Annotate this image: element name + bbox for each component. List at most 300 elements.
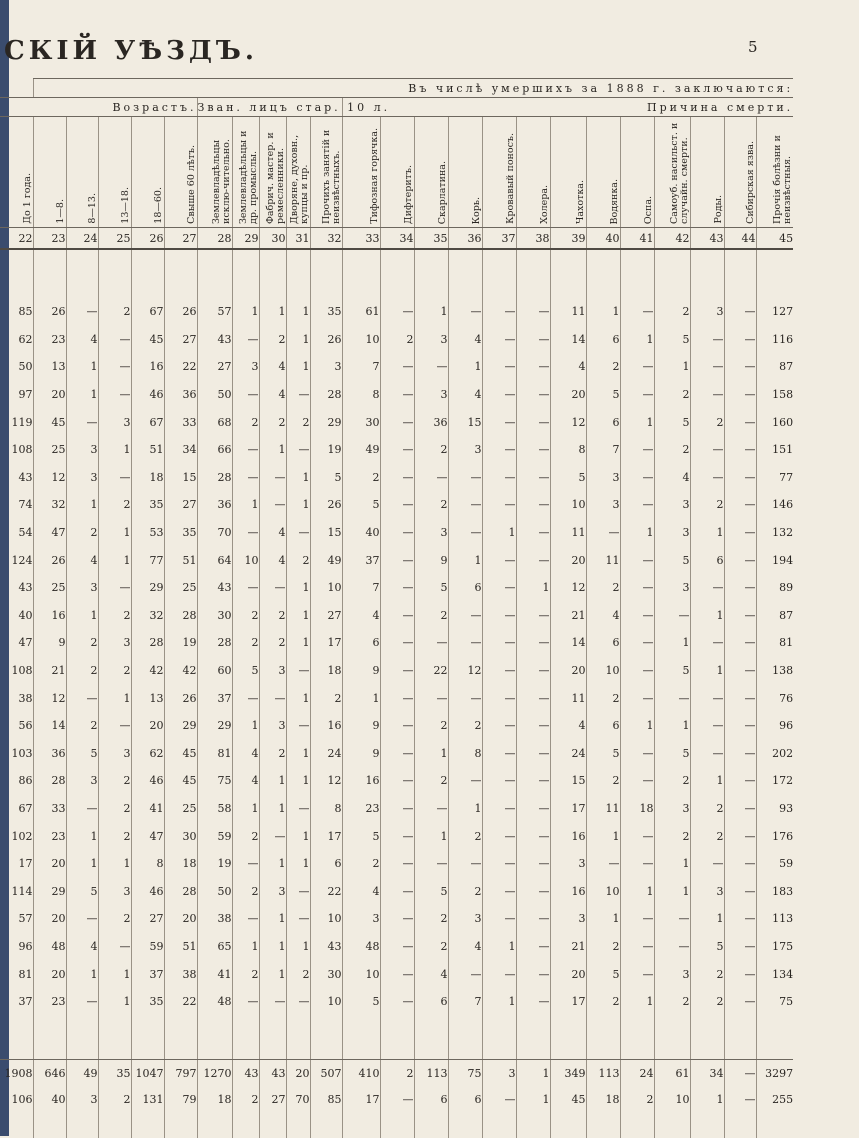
column-number: 44 (724, 228, 756, 250)
table-cell: 5 (586, 960, 620, 988)
table-cell: — (414, 684, 448, 712)
table-cell: — (690, 712, 724, 740)
table-cell: — (724, 491, 756, 519)
table-row (0, 436, 793, 464)
table-cell: 81 (18, 967, 33, 981)
table-cell: 2 (414, 767, 448, 795)
table-cell: 6 (310, 850, 342, 878)
table-cell: — (380, 795, 414, 823)
table-cell: 45 (164, 740, 197, 768)
column-header-label: 13—18. (119, 187, 131, 224)
table-cell: 1270 (197, 1060, 232, 1087)
table-cell: 1 (654, 712, 690, 740)
column-number: 35 (414, 228, 448, 250)
table-row (0, 684, 793, 712)
table-cell: 2 (98, 795, 131, 823)
table-row (0, 960, 793, 988)
table-cell: — (259, 491, 286, 519)
table-cell: 28 (310, 381, 342, 409)
table-cell: 255 (756, 1086, 793, 1112)
table-cell: — (724, 740, 756, 768)
table-cell: 22 (164, 988, 197, 1016)
table-cell: 81 (756, 629, 793, 657)
table-cell: — (690, 326, 724, 354)
table-cell: 79 (164, 1086, 197, 1112)
table-cell: — (724, 464, 756, 492)
table-cell: 18 (197, 1086, 232, 1112)
table-cell: — (380, 905, 414, 933)
table-cell: — (724, 298, 756, 326)
table-cell: 5 (690, 933, 724, 961)
column-header-label: 18—60. (152, 187, 164, 224)
table-cell: — (620, 546, 654, 574)
table-cell: 21 (550, 602, 586, 630)
table-cell: — (724, 905, 756, 933)
table-cell: — (690, 850, 724, 878)
table-cell: — (448, 298, 482, 326)
table-cell: 6 (448, 1086, 482, 1112)
table-cell: — (516, 408, 550, 436)
table-cell: 3 (66, 464, 98, 492)
table-cell: 4 (259, 546, 286, 574)
table-cell: 646 (33, 1060, 66, 1087)
table-cell: 3 (98, 408, 131, 436)
table-cell: 22 (310, 877, 342, 905)
column-header-label: Чахотка. (574, 180, 586, 224)
table-cell: 1 (620, 877, 654, 905)
table-cell: 6 (690, 546, 724, 574)
spacer-cell (620, 249, 654, 298)
table-cell: 8 (448, 740, 482, 768)
table-cell: 2 (259, 740, 286, 768)
table-cell: 9 (33, 629, 66, 657)
table-cell: 4 (586, 602, 620, 630)
table-cell: — (620, 436, 654, 464)
column-number: 23 (33, 228, 66, 250)
column-header (654, 117, 690, 228)
table-cell: 2 (448, 877, 482, 905)
table-cell: 35 (131, 988, 164, 1016)
table-cell: 2 (654, 988, 690, 1016)
table-cell: 349 (550, 1060, 586, 1087)
table-cell: 2 (690, 795, 724, 823)
table-cell: 87 (756, 353, 793, 381)
table-cell: 1 (586, 298, 620, 326)
table-cell: 23 (33, 988, 66, 1016)
table-cell: — (286, 988, 310, 1016)
table-cell: — (259, 988, 286, 1016)
table-cell: 86 (18, 774, 33, 788)
table-cell: 1 (98, 684, 131, 712)
table-cell: — (98, 712, 131, 740)
table-cell: — (516, 298, 550, 326)
table-cell: — (620, 960, 654, 988)
table-cell: 50 (197, 877, 232, 905)
table-cell: 2 (98, 657, 131, 685)
header-cause-group: Причина смерти. (342, 98, 793, 117)
table-cell: 2 (232, 602, 259, 630)
table-cell: 4 (66, 546, 98, 574)
table-cell: 1 (286, 298, 310, 326)
column-number: 40 (586, 228, 620, 250)
table-row (0, 298, 793, 326)
column-header (66, 117, 98, 228)
table-cell: 16 (310, 712, 342, 740)
table-cell: — (98, 326, 131, 354)
table-cell: 3 (66, 574, 98, 602)
table-cell: — (482, 298, 516, 326)
spacer-cell (197, 249, 232, 298)
table-cell: 29 (164, 712, 197, 740)
table-cell: 3 (310, 353, 342, 381)
column-number: 26 (131, 228, 164, 250)
column-header-label: Дифтеритъ. (402, 164, 414, 224)
table-cell: 23 (342, 795, 380, 823)
table-cell: 1 (620, 988, 654, 1016)
table-cell: — (232, 464, 259, 492)
table-cell: 16 (550, 877, 586, 905)
table-cell: 6 (342, 629, 380, 657)
table-cell: 97 (18, 388, 33, 402)
table-cell: 1 (586, 905, 620, 933)
table-cell: — (620, 657, 654, 685)
table-cell: 21 (33, 657, 66, 685)
table-cell: 2 (286, 408, 310, 436)
table-cell: 1 (286, 574, 310, 602)
table-cell: 1 (232, 491, 259, 519)
table-cell: — (380, 740, 414, 768)
table-row (0, 602, 793, 630)
table-cell: 61 (342, 298, 380, 326)
table-cell: — (482, 684, 516, 712)
table-cell: — (380, 491, 414, 519)
table-cell: — (380, 298, 414, 326)
table-cell: 36 (164, 381, 197, 409)
table-cell: 12 (33, 684, 66, 712)
table-cell: 49 (66, 1060, 98, 1087)
table-cell: — (232, 381, 259, 409)
table-cell: 3 (690, 298, 724, 326)
table-cell: 2 (448, 712, 482, 740)
table-cell: 51 (164, 933, 197, 961)
table-cell: 43 (232, 1060, 259, 1087)
table-cell: — (380, 850, 414, 878)
table-cell: 3 (232, 353, 259, 381)
table-cell: 5 (654, 546, 690, 574)
table-cell: 2 (586, 574, 620, 602)
table-cell: 37 (342, 546, 380, 574)
spacer-cell (724, 249, 756, 298)
table-cell: 58 (197, 795, 232, 823)
spacer-cell (98, 249, 131, 298)
table-cell: 2 (414, 436, 448, 464)
table-cell: 5 (66, 740, 98, 768)
table-cell: 22 (414, 657, 448, 685)
table-cell: 4 (232, 767, 259, 795)
table-cell: 176 (756, 822, 793, 850)
table-cell: 3 (98, 629, 131, 657)
table-cell: 5 (342, 491, 380, 519)
table-cell: 24 (550, 740, 586, 768)
table-cell: — (620, 298, 654, 326)
table-cell: — (482, 353, 516, 381)
table-cell: 3 (414, 326, 448, 354)
table-cell: — (482, 905, 516, 933)
table-cell: 9 (342, 712, 380, 740)
table-cell: 2 (286, 960, 310, 988)
table-cell: — (620, 629, 654, 657)
table-cell: 3 (98, 877, 131, 905)
table-cell: 2 (690, 988, 724, 1016)
table-cell: 14 (550, 326, 586, 354)
table-cell: 3 (654, 574, 690, 602)
table-cell: 13 (131, 684, 164, 712)
table-cell: — (482, 850, 516, 878)
table-cell: — (482, 712, 516, 740)
table-cell: 6 (448, 574, 482, 602)
spacer-cell (654, 249, 690, 298)
table-cell: — (724, 767, 756, 795)
table-cell: 2 (259, 326, 286, 354)
table-cell: — (286, 381, 310, 409)
table-cell: — (259, 464, 286, 492)
column-header-label: Тифозная горячка. (368, 128, 380, 224)
table-cell: 43 (259, 1060, 286, 1087)
table-cell: 30 (164, 822, 197, 850)
table-cell: 19 (310, 436, 342, 464)
column-number: 28 (197, 228, 232, 250)
table-cell: 1 (98, 960, 131, 988)
column-header (342, 117, 380, 228)
spacer-cell (259, 249, 286, 298)
table-cell: 2 (66, 712, 98, 740)
table-cell: 20 (286, 1060, 310, 1087)
table-cell: 7 (448, 988, 482, 1016)
table-cell: 3 (654, 960, 690, 988)
table-cell: 8 (310, 795, 342, 823)
column-header-label: Самоуб. насильст. и случайн. смерти. (668, 122, 690, 224)
table-cell: 16 (131, 353, 164, 381)
table-cell: 53 (131, 519, 164, 547)
table-cell: 1 (620, 712, 654, 740)
table-cell: 33 (33, 795, 66, 823)
table-cell: — (620, 491, 654, 519)
table-row (0, 326, 793, 354)
table-cell: 43 (197, 326, 232, 354)
table-cell: 1 (259, 933, 286, 961)
table-cell: 85 (310, 1086, 342, 1112)
table-cell: — (724, 684, 756, 712)
table-cell: 48 (342, 933, 380, 961)
table-cell: 48 (33, 933, 66, 961)
table-cell: 26 (310, 326, 342, 354)
table-cell: 2 (654, 381, 690, 409)
column-header (232, 117, 259, 228)
column-header-label: Прочихъ занятій и неизвѣстныхъ. (320, 129, 342, 224)
table-cell: 28 (131, 629, 164, 657)
table-cell: 12 (448, 657, 482, 685)
table-cell: 2 (414, 933, 448, 961)
column-header (131, 117, 164, 228)
table-cell: 4 (448, 326, 482, 354)
table-cell: — (380, 960, 414, 988)
table-cell: 87 (756, 602, 793, 630)
table-cell: 2 (232, 822, 259, 850)
table-cell: 2 (414, 905, 448, 933)
spacer-cell (756, 249, 793, 298)
table-cell: 1 (98, 546, 131, 574)
table-cell: 2 (98, 298, 131, 326)
spacer-cell (690, 249, 724, 298)
table-row (0, 464, 793, 492)
table-cell: 1 (286, 464, 310, 492)
table-cell: 5 (586, 740, 620, 768)
table-cell: — (482, 436, 516, 464)
table-cell: — (690, 381, 724, 409)
table-cell: 96 (756, 712, 793, 740)
table-cell: 75 (448, 1060, 482, 1087)
table-cell: — (690, 353, 724, 381)
table-cell: — (690, 464, 724, 492)
table-cell: 6 (414, 1086, 448, 1112)
table-cell: 32 (131, 602, 164, 630)
table-cell: — (724, 960, 756, 988)
table-cell: — (724, 381, 756, 409)
table-cell: — (380, 353, 414, 381)
table-cell: 2 (98, 602, 131, 630)
column-number: 32 (310, 228, 342, 250)
table-cell: — (380, 602, 414, 630)
column-header-label: Землевладѣльцы и др. промыслы. (237, 130, 259, 224)
column-number: 41 (620, 228, 654, 250)
table-cell: — (482, 491, 516, 519)
table-cell: 2 (448, 822, 482, 850)
table-cell: — (482, 629, 516, 657)
table-cell: — (380, 767, 414, 795)
table-cell: 1 (259, 905, 286, 933)
table-cell: — (232, 850, 259, 878)
table-cell: 19 (197, 850, 232, 878)
table-row (0, 795, 793, 823)
table-cell: 28 (33, 767, 66, 795)
table-cell: 38 (164, 960, 197, 988)
table-cell: — (232, 519, 259, 547)
header-banner: Въ числѣ умершихъ за 1888 г. заключаются: (33, 79, 793, 98)
table-cell: 42 (164, 657, 197, 685)
table-cell: — (516, 436, 550, 464)
column-header (380, 117, 414, 228)
table-cell: 15 (550, 767, 586, 795)
table-cell: 3 (98, 740, 131, 768)
column-header-label: Роды. (712, 195, 724, 224)
table-cell: 1 (482, 519, 516, 547)
table-cell: 2 (342, 464, 380, 492)
table-cell: — (482, 877, 516, 905)
table-cell: 1 (690, 657, 724, 685)
table-cell: 27 (259, 1086, 286, 1112)
table-cell: — (414, 795, 448, 823)
table-cell: 1 (232, 298, 259, 326)
table-cell: 18 (586, 1086, 620, 1112)
table-row (0, 519, 793, 547)
table-cell: — (516, 877, 550, 905)
table-cell: 5 (414, 574, 448, 602)
table-cell: — (286, 436, 310, 464)
table-cell: — (724, 850, 756, 878)
table-cell: 51 (164, 546, 197, 574)
table-row (0, 546, 793, 574)
table-cell: 1 (654, 850, 690, 878)
table-cell: — (414, 850, 448, 878)
table-cell: — (448, 684, 482, 712)
table-cell: 3 (414, 381, 448, 409)
table-cell: — (232, 988, 259, 1016)
table-cell: 6 (586, 326, 620, 354)
table-cell: 4 (414, 960, 448, 988)
table-cell: 2 (586, 767, 620, 795)
table-cell: 28 (197, 464, 232, 492)
table-cell: 5 (66, 877, 98, 905)
column-header (310, 117, 342, 228)
table-cell: 1047 (131, 1060, 164, 1087)
table-cell: — (448, 491, 482, 519)
column-header (286, 117, 310, 228)
table-cell: 4 (342, 877, 380, 905)
spacer-cell (131, 249, 164, 298)
table-cell: — (448, 767, 482, 795)
table-cell: 15 (448, 408, 482, 436)
table-cell: 3 (550, 850, 586, 878)
table-cell: 1 (690, 767, 724, 795)
spacer-cell (33, 249, 66, 298)
table-cell: — (724, 933, 756, 961)
table-cell: 1 (690, 519, 724, 547)
table-cell: 1 (690, 905, 724, 933)
table-cell: — (380, 822, 414, 850)
table-cell: 29 (33, 877, 66, 905)
table-cell: — (98, 353, 131, 381)
table-cell: — (620, 381, 654, 409)
table-cell: — (516, 740, 550, 768)
table-row (0, 767, 793, 795)
table-cell: 50 (197, 381, 232, 409)
table-cell: 38 (197, 905, 232, 933)
table-cell: 2 (98, 767, 131, 795)
table-cell: — (724, 1060, 756, 1087)
table-cell: 2 (380, 326, 414, 354)
table-cell: 4 (342, 602, 380, 630)
table-cell: 29 (131, 574, 164, 602)
table-cell: 5 (654, 326, 690, 354)
table-cell: 3 (550, 905, 586, 933)
table-cell: — (516, 546, 550, 574)
table-cell: — (724, 408, 756, 436)
table-cell: 4 (448, 381, 482, 409)
table-cell: — (516, 629, 550, 657)
table-cell: 20 (164, 905, 197, 933)
table-cell: 15 (164, 464, 197, 492)
table-cell: 50 (18, 360, 33, 374)
table-cell: 2 (620, 1086, 654, 1112)
table-cell: 70 (197, 519, 232, 547)
table-cell: 17 (550, 795, 586, 823)
column-number: 33 (342, 228, 380, 250)
table-cell: — (724, 1086, 756, 1112)
column-header (482, 117, 516, 228)
table-cell: 36 (197, 491, 232, 519)
table-cell: 3 (654, 795, 690, 823)
table-cell: 4 (550, 712, 586, 740)
